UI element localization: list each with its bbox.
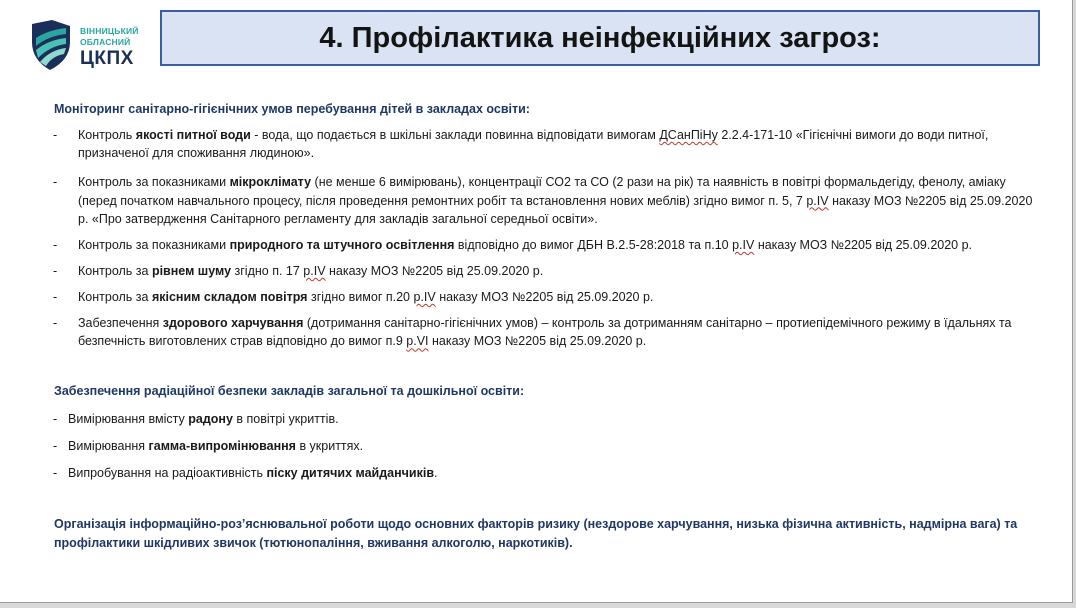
section2-list (54, 410, 1044, 482)
list-item: - Контроль за якісним складом повітря згідно вимог п.20 р.IV наказу МОЗ №2205 від 25.09.2020 р. (53, 290, 654, 304)
list-item: - Вимірювання вмісту радону в повітрі укриттів. (53, 411, 339, 426)
section2-heading: Забезпечення радіаційної безпеки закладів загальної та дошкільної освіти: (54, 384, 525, 399)
shield-logo-icon (26, 18, 76, 72)
slide-title: 4. Профілактика неінфекційних загроз: (319, 21, 881, 54)
section3-text: Організація інформаційно-роз’яснювальної роботи щодо основних факторів ризику (нездорове харчування, низька фізична активність, надмірна вага) та профілактики шкідливих звичок (тютюнопаління, вживання алкоголю, наркотиків). (54, 516, 1018, 551)
section1-list (54, 126, 1044, 350)
section1-heading: Моніторинг санітарно-гігієнічних умов перебування дітей в закладах освіти: (54, 102, 530, 116)
list-item: - Контроль за показниками мікроклімату (не менше 6 вимірювань), концентрації СО2 та СО (2 рази на рік) та наявність в повітрі формальдегіду, фенолу, аміаку (перед початком навчального процесу, після проведення ремонтних робіт та встановлення нових меблів) згідно вимог п. 5, 7 р.IV наказу МОЗ №2205 від 25.09.2020 р. «Про затвердження Санітарного регламенту для закладів загальної середньої освіти». (53, 175, 1033, 226)
logo-line-3: ЦКПХ (80, 48, 134, 69)
list-item: - Контроль за рівнем шуму згідно п. 17 р.IV наказу МОЗ №2205 від 25.09.2020 р. (53, 263, 544, 278)
list-item: - Вимірювання гамма-випромінювання в укриттях. (53, 438, 364, 453)
list-item: - Забезпечення здорового харчування (дотримання санітарно-гігієнічних умов) – контроль за дотриманням санітарно – протиепідемічного режиму в їдальнях та безпечність виготовлених страв відповідно до вимог п.9 р.VI наказу МОЗ №2205 від 25.09.2020 р. (53, 316, 1012, 349)
slide-content (54, 100, 1044, 554)
list-item: - Випробування на радіоактивність піску дитячих майданчиків. (53, 465, 438, 480)
title-box (160, 10, 1040, 66)
logo-line-1: ВІННИЦЬКИЙ (80, 26, 139, 36)
logo-line-2: ОБЛАСНИЙ (80, 37, 131, 47)
logo (26, 18, 150, 72)
list-item: - Контроль якості питної води - вода, що подається в шкільні заклади повинна відповідати вимогам ДСанПіНу 2.2.4-171-10 «Гігієнічні вимоги до води питної, призначеної для споживання людиною». (53, 128, 989, 161)
list-item: - Контроль за показниками природного та штучного освітлення відповідно до вимог ДБН В.2.5-28:2018 та п.10 р.IV наказу МОЗ №2205 від 25.09.2020 р. (53, 237, 973, 252)
